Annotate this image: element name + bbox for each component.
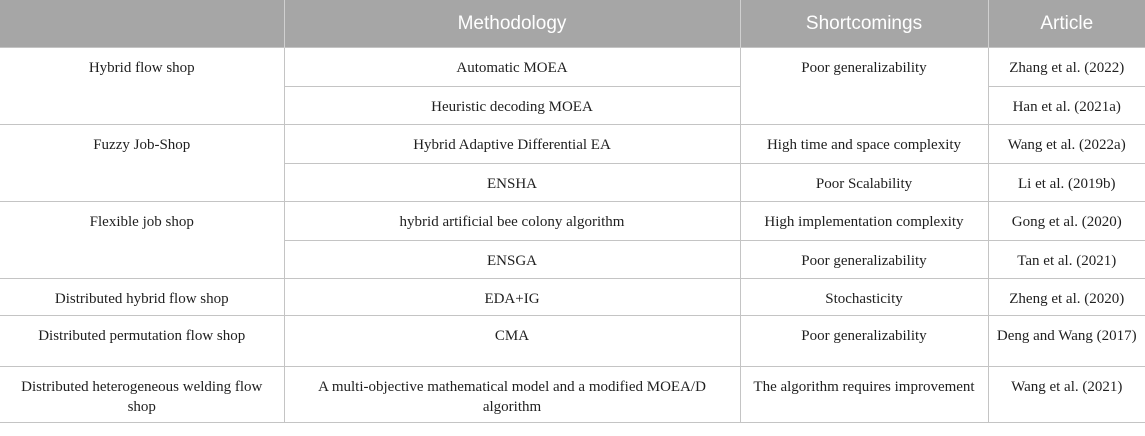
methodology-cell: ENSGA [284,241,740,279]
problem-cell: Distributed permutation flow shop [0,316,284,367]
shortcomings-cell: Poor Scalability [740,164,988,202]
table-row [0,202,1145,241]
shortcomings-cell: High time and space complexity [740,125,988,164]
methodology-cell: ENSHA [284,164,740,202]
header-methodology: Methodology [284,0,740,48]
shortcomings-cell: Poor generalizability [740,48,988,125]
shortcomings-cell: Stochasticity [740,279,988,316]
table-row [0,48,1145,87]
article-cell: Wang et al. (2021) [988,367,1145,423]
article-cell: Li et al. (2019b) [988,164,1145,202]
methodology-cell: A multi-objective mathematical model and a modified MOEA/D algorithm [284,367,740,423]
article-cell: Gong et al. (2020) [988,202,1145,241]
methodology-cell: Automatic MOEA [284,48,740,87]
methodology-cell: EDA+IG [284,279,740,316]
table-row [0,279,1145,316]
shortcomings-cell: The algorithm requires improvement [740,367,988,423]
table-row [0,125,1145,164]
problem-cell: Distributed heterogeneous welding flow shop [0,367,284,423]
header-problem [0,0,284,48]
problem-cell: Hybrid flow shop [0,48,284,125]
table-row [0,367,1145,423]
methodology-cell: hybrid artificial bee colony algorithm [284,202,740,241]
article-cell: Wang et al. (2022a) [988,125,1145,164]
article-cell: Zhang et al. (2022) [988,48,1145,87]
header-shortcomings: Shortcomings [740,0,988,48]
article-cell: Zheng et al. (2020) [988,279,1145,316]
problem-cell: Flexible job shop [0,202,284,279]
table-row [0,316,1145,367]
methodology-cell: Heuristic decoding MOEA [284,87,740,125]
methodology-cell: CMA [284,316,740,367]
article-cell: Deng and Wang (2017) [988,316,1145,367]
problem-cell: Fuzzy Job-Shop [0,125,284,202]
shortcomings-cell: Poor generalizability [740,241,988,279]
shortcomings-cell: Poor generalizability [740,316,988,367]
shortcomings-cell: High implementation complexity [740,202,988,241]
methodology-cell: Hybrid Adaptive Differential EA [284,125,740,164]
header-article: Article [988,0,1145,48]
article-cell: Tan et al. (2021) [988,241,1145,279]
problem-cell: Distributed hybrid flow shop [0,279,284,316]
article-cell: Han et al. (2021a) [988,87,1145,125]
header-row [0,0,1145,48]
